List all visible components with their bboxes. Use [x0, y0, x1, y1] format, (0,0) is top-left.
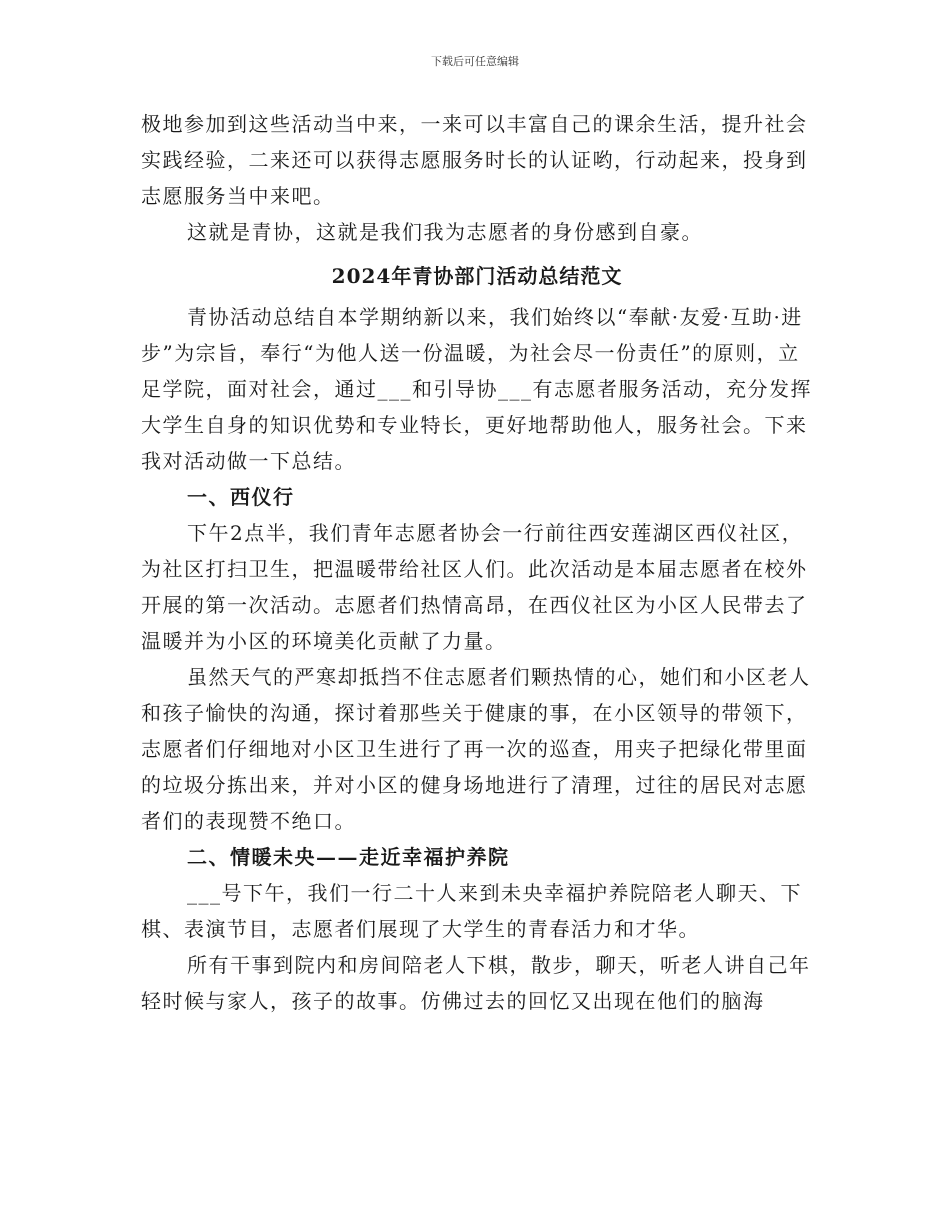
section2-heading: 二、情暖未央——走近幸福护养院: [187, 845, 510, 869]
section2-paragraph-2: 所有干事到院内和房间陪老人下棋，散步，聊天，听老人讲自己年轻时候与家人，孩子的故事。仿佛过去的回忆又出现在他们的脑海: [141, 953, 811, 1013]
continuation-paragraph: 极地参加到这些活动当中来，一来可以丰富自己的课余生活，提升社会实践经验，二来还可以获得志愿服务时长的认证哟，行动起来，投身到志愿服务当中来吧。: [141, 112, 808, 208]
page-header: 下载后可任意编辑: [431, 55, 519, 68]
section1-paragraph-2: 虽然天气的严寒却抵挡不住志愿者们颗热情的心，她们和小区老人和孩子愉快的沟通，探讨着那些关于健康的事，在小区领导的带领下，志愿者们仔细地对小区卫生进行了再一次的巡查，用夹子把绿化带里面的垃圾分拣出来，并对小区的健身场地进行了清理，过往的居民对志愿者们的表现赞不绝口。: [141, 665, 811, 833]
section1-paragraph-1: 下午2点半，我们青年志愿者协会一行前往西安莲湖区西仪社区，为社区打扫卫生，把温暖带给社区人们。此次活动是本届志愿者在校外开展的第一次活动。志愿者们热情高昂，在西仪社区为小区人民带去了温暖并为小区的环境美化贡献了力量。: [141, 521, 808, 653]
document-title: 2024年青协部门活动总结范文: [331, 264, 623, 288]
section1-heading: 一、西仪行: [187, 485, 295, 509]
intro-paragraph: 青协活动总结自本学期纳新以来，我们始终以“奉献·友爱·互助·进步”为宗旨，奉行“为他人送一份温暖，为社会尽一份责任”的原则，立足学院，面对社会，通过___和引导协___有志愿者服务活动，充分发挥大学生自身的知识优势和专业特长，更好地帮助他人，服务社会。下来我对活动做一下总结。: [141, 305, 812, 473]
section2-paragraph-1: ___号下午，我们一行二十人来到未央幸福护养院陪老人聊天、下棋、表演节目，志愿者们展现了大学生的青春活力和才华。: [141, 881, 802, 941]
document-body: [141, 106, 813, 1019]
closing-paragraph: 这就是青协，这就是我们我为志愿者的身份感到自豪。: [187, 220, 703, 244]
